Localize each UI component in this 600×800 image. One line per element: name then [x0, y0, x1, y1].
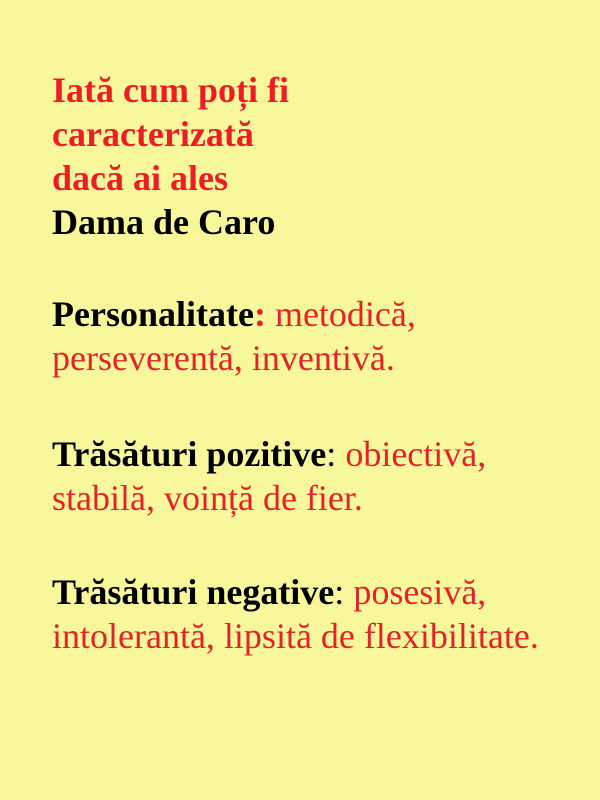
positive-traits-label: Trăsături pozitive [52, 434, 327, 474]
positive-traits-section [52, 432, 592, 520]
negative-traits-label: Trăsături negative [52, 572, 335, 612]
title-line-2: caracterizată [52, 114, 254, 154]
personality-section [52, 292, 592, 380]
negative-traits-colon: : [334, 572, 345, 612]
personality-colon: : [253, 294, 266, 334]
negative-traits-value: posesivă, intolerantă, lipsită de flexibilitate. [52, 572, 539, 656]
positive-traits-value: obiectivă, stabilă, voință de fier. [52, 434, 487, 518]
positive-traits-colon: : [326, 434, 337, 474]
personality-value: metodică, perseverentă, inventivă. [52, 294, 416, 378]
title-block [52, 68, 289, 244]
personality-label: Personalitate [52, 294, 254, 334]
title-line-3: dacă ai ales [52, 158, 228, 198]
title-line-1: Iată cum poți fi [52, 70, 289, 110]
negative-traits-section [52, 570, 592, 658]
title-card-name: Dama de Caro [52, 202, 276, 242]
